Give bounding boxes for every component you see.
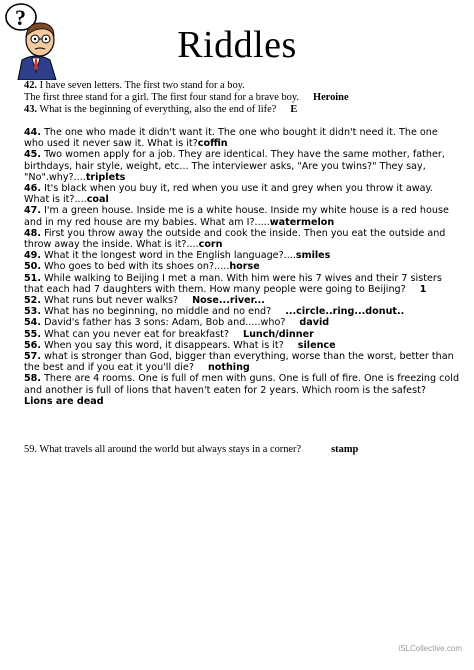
riddle-text: Who goes to bed with its shoes on?..... bbox=[44, 261, 230, 273]
riddle-answer: Lions are dead bbox=[24, 395, 104, 407]
riddle-number: 57. bbox=[24, 351, 41, 363]
riddle-text: I have seven letters. The first two stand for a boy. bbox=[39, 80, 245, 91]
riddle-item bbox=[24, 295, 460, 306]
riddle-number: 43. bbox=[24, 104, 37, 115]
riddle-text: It's black when you buy it, red when you use it and grey when you throw it away. What is it?.... bbox=[24, 183, 433, 206]
riddle-item bbox=[24, 149, 460, 183]
riddle-answer: coal bbox=[86, 194, 109, 206]
riddle-59 bbox=[24, 444, 464, 456]
page-title: Riddles bbox=[177, 24, 297, 66]
riddle-number: 58. bbox=[24, 373, 41, 385]
riddle-item bbox=[24, 273, 460, 295]
riddle-number: 55. bbox=[24, 328, 41, 340]
riddle-number: 42. bbox=[24, 80, 37, 91]
riddle-answer: ...circle..ring...donut.. bbox=[285, 306, 405, 318]
riddle-number: 45. bbox=[24, 149, 41, 161]
riddle-text: what is stronger than God, bigger than everything, worse than the worst, better than the best and if you eat it you'll die? bbox=[24, 351, 454, 374]
riddle-43 bbox=[24, 104, 464, 116]
riddle-item bbox=[24, 250, 460, 261]
riddle-item bbox=[24, 317, 460, 328]
riddle-answer: smiles bbox=[295, 250, 331, 262]
riddles-main-list bbox=[24, 127, 460, 407]
riddle-text: What can you never eat for breakfast? bbox=[44, 328, 229, 340]
riddle-text: What it the longest word in the English language?.... bbox=[44, 250, 296, 262]
riddle-answer: Heroine bbox=[312, 92, 349, 103]
riddle-number: 49. bbox=[24, 250, 41, 262]
riddle-item bbox=[24, 306, 460, 317]
riddle-number: 46. bbox=[24, 183, 41, 195]
riddle-answer: corn bbox=[198, 239, 223, 251]
riddle-42-cont bbox=[24, 92, 464, 104]
riddle-number: 53. bbox=[24, 306, 41, 318]
riddle-number: 48. bbox=[24, 227, 41, 239]
riddle-text: I'm a green house. Inside me is a white house. Inside my white house is a red house and in my red house are my babies. What am I?..... bbox=[24, 205, 449, 228]
riddle-item bbox=[24, 261, 460, 272]
riddle-item bbox=[24, 127, 460, 149]
riddle-item bbox=[24, 205, 460, 227]
riddle-number: 47. bbox=[24, 205, 41, 217]
riddle-item bbox=[24, 340, 460, 351]
riddle-item bbox=[24, 183, 460, 205]
riddle-answer: E bbox=[290, 104, 298, 115]
riddle-answer: silence bbox=[297, 339, 336, 351]
riddle-text: The first three stand for a girl. The first four stand for a brave boy. bbox=[24, 92, 299, 103]
riddle-answer: Lunch/dinner bbox=[242, 328, 314, 340]
riddle-text: What runs but never walks? bbox=[44, 295, 179, 307]
riddle-42 bbox=[24, 80, 464, 92]
riddle-item bbox=[24, 329, 460, 340]
riddle-answer: nothing bbox=[207, 362, 250, 374]
riddle-text: David's father has 3 sons: Adam, Bob and.....who? bbox=[44, 317, 286, 329]
riddle-text: There are 4 rooms. One is full of men with guns. One is full of fire. One is freezing cold and another is full of lions that haven't eaten for 2 years. Which room is the safest? bbox=[24, 373, 460, 396]
riddle-answer: stamp bbox=[331, 444, 359, 455]
riddle-number: 52. bbox=[24, 295, 41, 307]
riddle-text: What has no beginning, no middle and no end? bbox=[44, 306, 272, 318]
riddle-item bbox=[24, 373, 460, 407]
riddle-item bbox=[24, 351, 460, 373]
riddle-text: What travels all around the world but always stays in a corner? bbox=[39, 444, 302, 455]
riddle-text: When you say this word, it disappears. What is it? bbox=[44, 339, 284, 351]
riddle-number: 56. bbox=[24, 339, 41, 351]
riddle-number: 59. bbox=[24, 444, 37, 455]
riddle-number: 54. bbox=[24, 317, 41, 329]
riddle-answer: david bbox=[299, 317, 330, 329]
riddle-number: 50. bbox=[24, 261, 41, 273]
site-watermark: iSLCollective.com bbox=[398, 644, 462, 653]
svg-text:?: ? bbox=[15, 5, 26, 30]
riddle-text: What is the beginning of everything, also the end of life? bbox=[39, 104, 277, 115]
riddle-text: First you throw away the outside and cook the inside. Then you eat the outside and throw away the inside. What is it?.... bbox=[24, 227, 446, 251]
riddle-item bbox=[24, 228, 460, 250]
riddle-answer: horse bbox=[229, 261, 260, 273]
riddle-answer: Nose...river... bbox=[192, 295, 265, 307]
riddle-answer: coffin bbox=[197, 138, 228, 150]
riddle-answer: triplets bbox=[85, 171, 126, 183]
riddle-answer: 1 bbox=[419, 283, 427, 295]
riddle-text: Two women apply for a job. They are identical. They have the same mother, father, birthdays, hair style, weight, etc... The interviewer asks, "Are you twins?" They say, "No".why?.... bbox=[24, 149, 445, 183]
riddle-text: The one who made it didn't want it. The one who bought it didn't need it. The one who used it never saw it. What is it? bbox=[24, 127, 438, 150]
riddle-answer: watermelon bbox=[269, 216, 335, 228]
riddle-text: While walking to Beijing I met a man. With him were his 7 wives and their 7 sisters that each had 7 daughters with them. How many people were going to Beijing? bbox=[24, 272, 442, 295]
riddle-number: 44. bbox=[24, 127, 41, 138]
riddle-number: 51. bbox=[24, 272, 41, 284]
riddles-top-list bbox=[24, 80, 464, 116]
